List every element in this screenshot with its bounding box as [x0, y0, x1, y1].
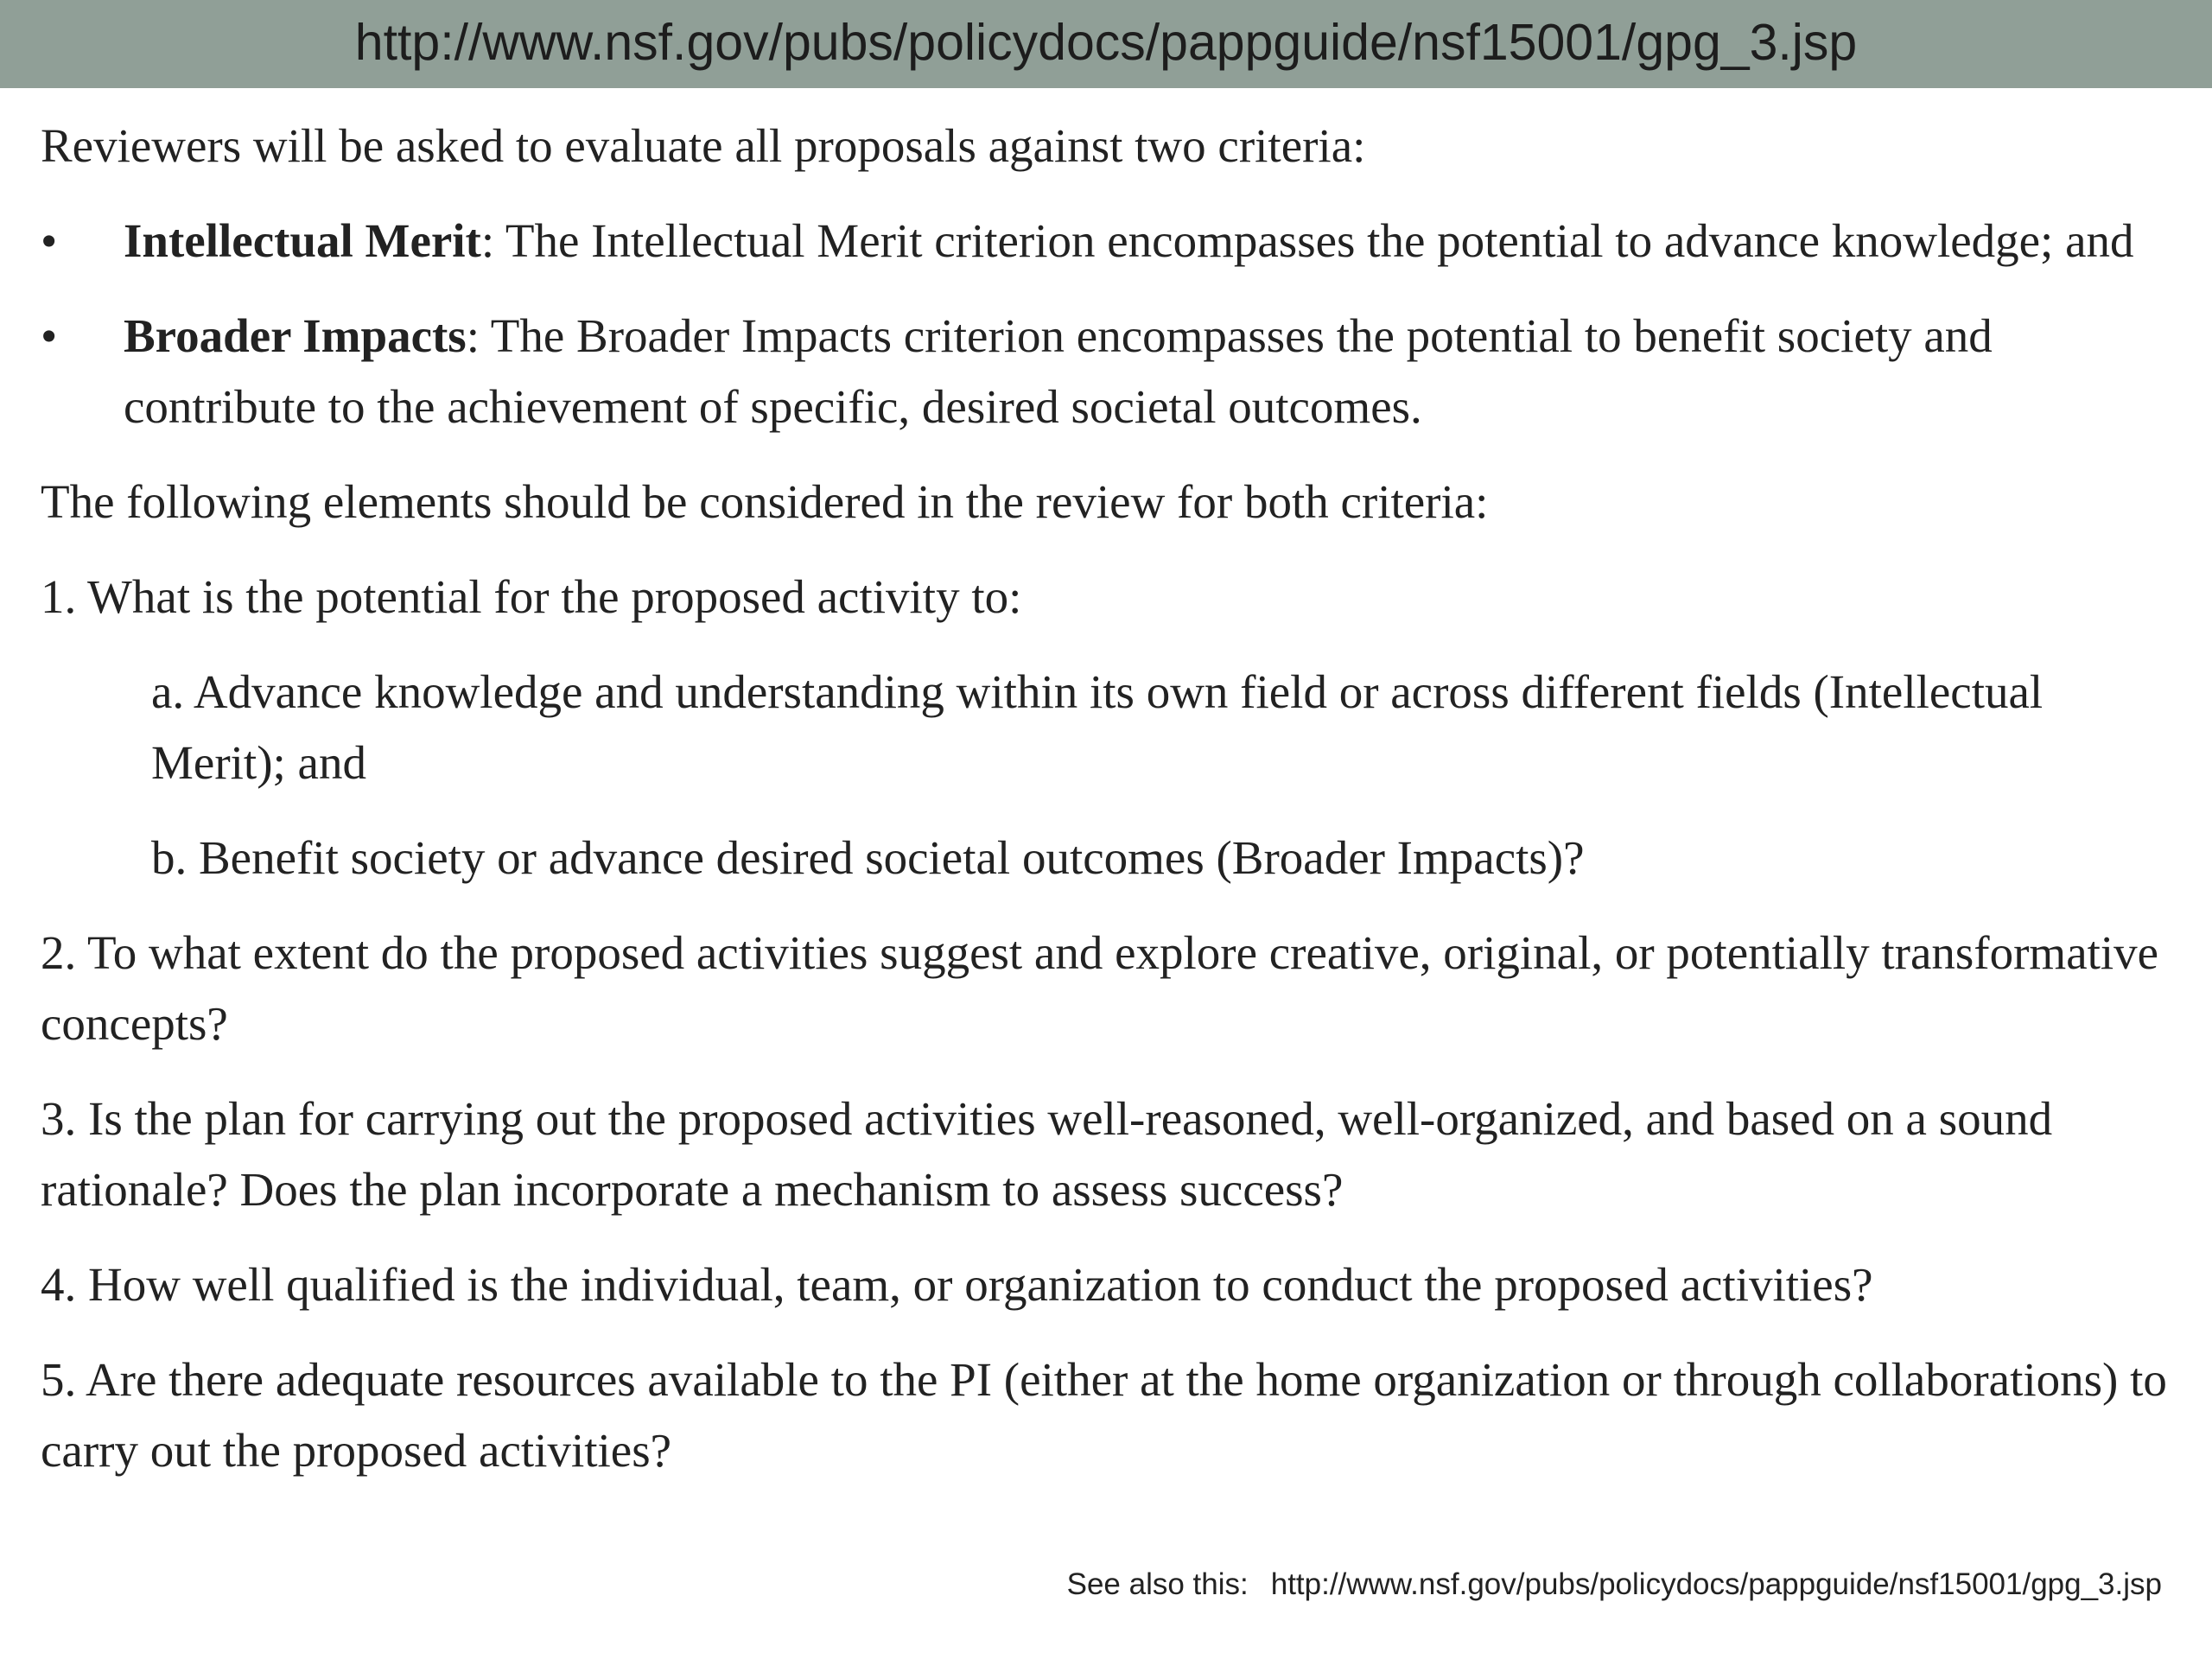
criterion-term: Broader Impacts	[124, 309, 467, 362]
criterion-text: : The Intellectual Merit criterion encompasses the potential to advance knowledge; and	[480, 214, 2134, 267]
footer-reference	[1067, 1567, 2162, 1602]
question-1a: a. Advance knowledge and understanding within its own field or across different fields (Intellectual Merit); and	[151, 665, 2044, 789]
document-body	[41, 111, 2175, 1510]
question-3: 3. Is the plan for carrying out the proposed activities well-reasoned, well-organized, and based on a sound rationale? Does the plan incorporate a mechanism to assess success?	[41, 1092, 2053, 1216]
criterion-term: Intellectual Merit	[124, 214, 481, 267]
bullet-icon: •	[41, 309, 58, 362]
question-1: 1. What is the potential for the proposed activity to:	[41, 570, 1022, 623]
footer-label: See also this:	[1066, 1567, 1249, 1601]
question-1b: b. Benefit society or advance desired societal outcomes (Broader Impacts)?	[151, 831, 1585, 884]
criterion-broader-impacts	[41, 301, 2175, 442]
bullet-icon: •	[41, 214, 58, 267]
header-bar	[0, 0, 2212, 88]
criterion-text: : The Broader Impacts criterion encompasses the potential to benefit society and contribute to the achievement of specific, desired societal outcomes.	[124, 309, 1993, 433]
question-5: 5. Are there adequate resources available to the PI (either at the home organization or through collaborations) to carry out the proposed activities?	[41, 1353, 2167, 1477]
criterion-intellectual-merit	[41, 206, 2175, 276]
question-4: 4. How well qualified is the individual, team, or organization to conduct the proposed activities?	[41, 1258, 1873, 1311]
header-url[interactable]: http://www.nsf.gov/pubs/policydocs/pappguide/nsf15001/gpg_3.jsp	[354, 14, 1858, 71]
intro-paragraph: Reviewers will be asked to evaluate all proposals against two criteria:	[41, 119, 1366, 172]
question-2: 2. To what extent do the proposed activities suggest and explore creative, original, or potentially transformative concepts?	[41, 926, 2159, 1050]
footer-url[interactable]: http://www.nsf.gov/pubs/policydocs/pappguide/nsf15001/gpg_3.jsp	[1270, 1567, 2162, 1601]
elements-intro: The following elements should be considered in the review for both criteria:	[41, 475, 1489, 528]
